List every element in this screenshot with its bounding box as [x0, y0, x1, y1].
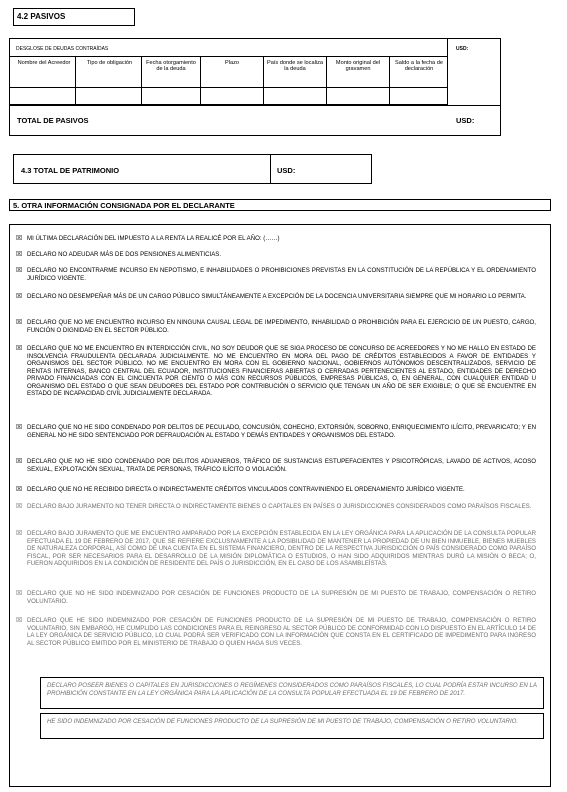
- declaration-text: DECLARO BAJO JURAMENTO QUE ME ENCUENTRO AMPARADO POR LA EXCEPCIÓN ESTABLECIDA EN LA LEY ORGÁNICA PARA LA APLICACIÓN DE LA CONSULTA POPULAR EFECTUADA EL 19 DE FEBRERO DE 2017, QUE SE REFIERE EXCLUSIVAMENTE A LA POSIBILIDAD DE MANTENER LA PROPIEDAD DE UN BIEN INMUEBLE, BIENES MUEBLES DE NATURALEZA CORPORAL, ASÍ COMO DE UNA CUENTA EN EL SISTEMA FINANCIERO, DENTRO DE LA RESPECTIVA JURISDICCIÓN O PAÍS CONSIDERADO COMO PARAÍSO FISCAL, POR SER NECESARIOS PARA EL DESARROLLO DE LA MISIÓN DIPLOMÁTICA O ESTUDIOS, O HAN SIDO ADQUIRIDOS MIENTRAS DURÓ LA MISIÓN O BECA; O, FUERON ADQUIRIDOS EN LA CONDICIÓN DE RESIDENTE DEL PAÍS O JURISDICCIÓN, EN EL CASO DE LOS ASAMBLEÍSTAS.: [27, 530, 536, 568]
- grid-line: [389, 56, 390, 105]
- total-equity-usd-label: USD:: [277, 166, 296, 175]
- checkbox-icon: ☒: [16, 617, 23, 624]
- checked-box-icon: ☒: [16, 424, 23, 431]
- debt-table: [9, 38, 501, 136]
- grid-line: [10, 105, 500, 106]
- total-equity-box: [13, 154, 372, 184]
- col-header-country: País donde se localiza la deuda: [267, 60, 323, 73]
- declaration-item: [16, 530, 536, 568]
- declaration-item: [16, 345, 536, 398]
- declaration-text: DECLARO NO ENCONTRARME INCURSO EN NEPOTISMO, E INHABILIDADES O PROHIBICIONES PREVISTAS EN LA CONSTITUCIÓN DE LA REPÚBLICA Y EL ORDENAMIENTO JURÍDICO VIGENTE.: [27, 267, 536, 282]
- col-header-original-amount: Monto original del gravamen: [335, 60, 381, 73]
- grid-line: [326, 56, 327, 105]
- total-liabilities-label: TOTAL DE PASIVOS: [17, 116, 89, 125]
- declaration-item: [16, 590, 536, 605]
- declaration-text: DECLARO NO DESEMPEÑAR MÁS DE UN CARGO PÚBLICO SIMULTÁNEAMENTE A EXCEPCIÓN DE LA DOCENCIA UNIVERSITARIA SIEMPRE QUE MI HORARIO LO PERMITA.: [27, 293, 527, 300]
- divider: [270, 155, 271, 183]
- declaration-text: DECLARO QUE NO HE RECIBIDO DIRECTA O INDIRECTAMENTE CRÉDITOS VINCULADOS CONTRAVINIENDO EL ORDENAMIENTO JURÍDICO VIGENTE.: [27, 486, 465, 493]
- col-header-term: Plazo: [225, 60, 239, 66]
- debt-breakdown-label: DESGLOSE DE DEUDAS CONTRAÍDAS: [16, 46, 109, 52]
- checked-box-icon: ☒: [16, 293, 23, 300]
- col-header-balance: Saldo a la fecha de declaración: [395, 60, 443, 73]
- grid-line: [200, 56, 201, 105]
- checked-box-icon: ☒: [16, 458, 23, 465]
- declaration-text: DECLARO QUE NO ME ENCUENTRO EN INTERDICCIÓN CIVIL, NO SOY DEUDOR QUE SE SIGA PROCESO DE CONCURSO DE ACREEDORES Y NO ME HALLO EN ESTADO DE INSOLVENCIA FRAUDULENTA DECLARADA JUDICIALMENTE. NO ME ENCUENTRO EN MORA DEL PAGO DE CRÉDITOS ESTABLECIDOS A FAVOR DE ENTIDADES Y ORGANISMOS DEL SECTOR PÚBLICO. NO ME ENCUENTRO EN MORA CON EL GOBIERNO NACIONAL, GOBIERNOS AUTÓNOMOS DESCENTRALIZADOS, SERVICIO DE RENTAS INTERNAS, BANCO CENTRAL DEL ECUADOR, INSTITUCIONES FINANCIERAS ABIERTAS O CERRADAS PERTENECIENTES AL ESTADO, ENTIDADES DE DERECHO PRIVADO FINANCIADAS CON EL CINCUENTA POR CIENTO O MÁS CON RECURSOS PÚBLICOS, EMPRESAS PÚBLICAS, O, EN GENERAL, CON CUALQUIER ENTIDAD U ORGANISMO DEL ESTADO O QUE SEAN DEUDORES DEL ESTADO POR CONTRIBUCIÓN O SERVICIO QUE TENGAN UN AÑO DE SER EXIGIBLE; O QUE SE ENCUENTRE EN ESTADO DE INCAPACIDAD CIVIL JUDICIALMENTE DECLARADA.: [27, 345, 536, 398]
- declaration-item: [16, 235, 536, 243]
- grid-line: [263, 56, 264, 105]
- declaration-item: [16, 267, 536, 282]
- checked-box-icon: ☒: [16, 251, 23, 258]
- total-liabilities-usd-label: USD:: [456, 116, 475, 125]
- declaration-item: [16, 319, 536, 334]
- checkbox-icon: ☒: [16, 590, 23, 597]
- declaration-text: DECLARO QUE HE SIDO INDEMNIZADO POR CESACIÓN DE FUNCIONES PRODUCTO DE LA SUPRESIÓN DE MI PUESTO DE TRABAJO, COMPENSACIÓN O RETIRO VOLUNTARIO, SIN EMBARGO, HE CUMPLIDO LAS CONDICIONES PARA EL REINGRESO AL SECTOR PÚBLICO DE CONFORMIDAD CON LO DISPUESTO EN EL ARTÍCULO 14 DE LA LEY ORGÁNICA DE SERVICIO PÚBLICO, LO CUAL PODRÁ SER VERIFICADO CON LA INFORMACIÓN QUE CONSTA EN EL CERTIFICADO DE IMPEDIMENTO PARA INGRESO AL SECTOR PÚBLICO EMITIDO POR EL MINISTERIO DE TRABAJO O QUIEN HAGA SUS VECES.: [27, 617, 536, 647]
- indemnification-declaration-box: HE SIDO INDEMNIZADO POR CESACIÓN DE FUNCIONES PRODUCTO DE LA SUPRESIÓN DE MI PUESTO DE TRABAJO, COMPENSACIÓN O RETIRO VOLUNTARIO.: [40, 713, 544, 739]
- declaration-text: DECLARO QUE NO HE SIDO CONDENADO POR DELITOS DE PECULADO, CONCUSIÓN, COHECHO, EXTORSIÓN, SOBORNO, ENRIQUECIMIENTO ILÍCITO, PREVARICATO; Y EN GENERAL NO HE SIDO SENTENCIADO POR DEFRAUDACIÓN AL ESTADO Y DEMÁS ENTIDADES Y ORGANISMOS DEL ESTADO.: [27, 424, 536, 439]
- declaration-text: DECLARO BAJO JURAMENTO NO TENER DIRECTA O INDIRECTAMENTE BIENES O CAPITALES EN PAÍSES O JURISDICCIONES CONSIDERADOS COMO PARAÍSOS FISCALES.: [27, 503, 532, 510]
- declaration-item: [16, 251, 536, 259]
- declaration-item: [16, 486, 536, 494]
- debt-grid: [10, 39, 448, 105]
- grid-line: [75, 56, 76, 105]
- declaration-text: DECLARO QUE NO HE SIDO CONDENADO POR DELITOS ADUANEROS, TRÁFICO DE SUSTANCIAS ESTUPEFACIENTES Y PSICOTRÓPICAS, LAVADO DE ACTIVOS, ACOSO SEXUAL, EXPLOTACIÓN SEXUAL, TRATA DE PERSONAS, TRÁFICO ILÍCITO O VIOLACIÓN.: [27, 458, 536, 473]
- col-header-obligation-type: Tipo de obligación: [86, 60, 133, 66]
- tax-haven-declaration-box: DECLARO POSEER BIENES O CAPITALES EN JURISDICCIONES O REGÍMENES CONSIDERADOS COMO PARAÍSOS FISCALES, LO CUAL PODRÍA ESTAR INCURSO EN LA PROHIBICIÓN CONSTANTE EN LA LEY ORGÁNICA PARA LA APLICACIÓN DE LA CONSULTA POPULAR EFECTUADA EL 19 DE FEBRERO DE 2017.: [40, 677, 544, 709]
- declaration-item: [16, 503, 536, 511]
- declaration-text: DECLARO QUE NO HE SIDO INDEMNIZADO POR CESACIÓN DE FUNCIONES PRODUCTO DE LA SUPRESIÓN DE MI PUESTO DE TRABAJO, COMPENSACIÓN O RETIRO VOLUNTARIO.: [27, 590, 536, 605]
- checked-box-icon: ☒: [16, 319, 23, 326]
- grid-line: [141, 56, 142, 105]
- usd-label: USD:: [456, 46, 469, 52]
- declaration-text: MI ÚLTIMA DECLARACIÓN DEL IMPUESTO A LA RENTA LA REALICÉ POR EL AÑO: (……): [27, 235, 280, 242]
- declaration-item: [16, 617, 536, 647]
- total-equity-label: 4.3 TOTAL DE PATRIMONIO: [21, 166, 120, 175]
- col-header-grant-date: Fecha otorgamiento de la deuda: [146, 60, 196, 73]
- checked-box-icon: ☒: [16, 486, 23, 493]
- checked-box-icon: ☒: [16, 235, 23, 242]
- section-4-2-heading: 4.2 PASIVOS: [13, 8, 135, 26]
- checked-box-icon: ☒: [16, 267, 23, 274]
- declaration-text: DECLARO QUE NO ME ENCUENTRO INCURSO EN NINGUNA CAUSAL LEGAL DE IMPEDIMENTO, INHABILIDAD O PROHIBICIÓN PARA EL EJERCICIO DE UN PUESTO, CARGO, FUNCIÓN O DIGNIDAD EN EL SECTOR PÚBLICO.: [27, 319, 536, 334]
- checked-box-icon: ☒: [16, 345, 23, 352]
- section-5-heading: 5. OTRA INFORMACIÓN CONSIGNADA POR EL DECLARANTE: [9, 199, 551, 211]
- checkbox-icon: ☒: [16, 530, 23, 537]
- declaration-item: [16, 458, 536, 473]
- declaration-text: DECLARO NO ADEUDAR MÁS DE DOS PENSIONES ALIMENTICIAS.: [27, 251, 222, 258]
- declaration-item: [16, 424, 536, 439]
- col-header-creditor: Nombre del Acreedor: [17, 60, 71, 66]
- declaration-item: [16, 293, 536, 301]
- checkbox-icon: ☒: [16, 503, 23, 510]
